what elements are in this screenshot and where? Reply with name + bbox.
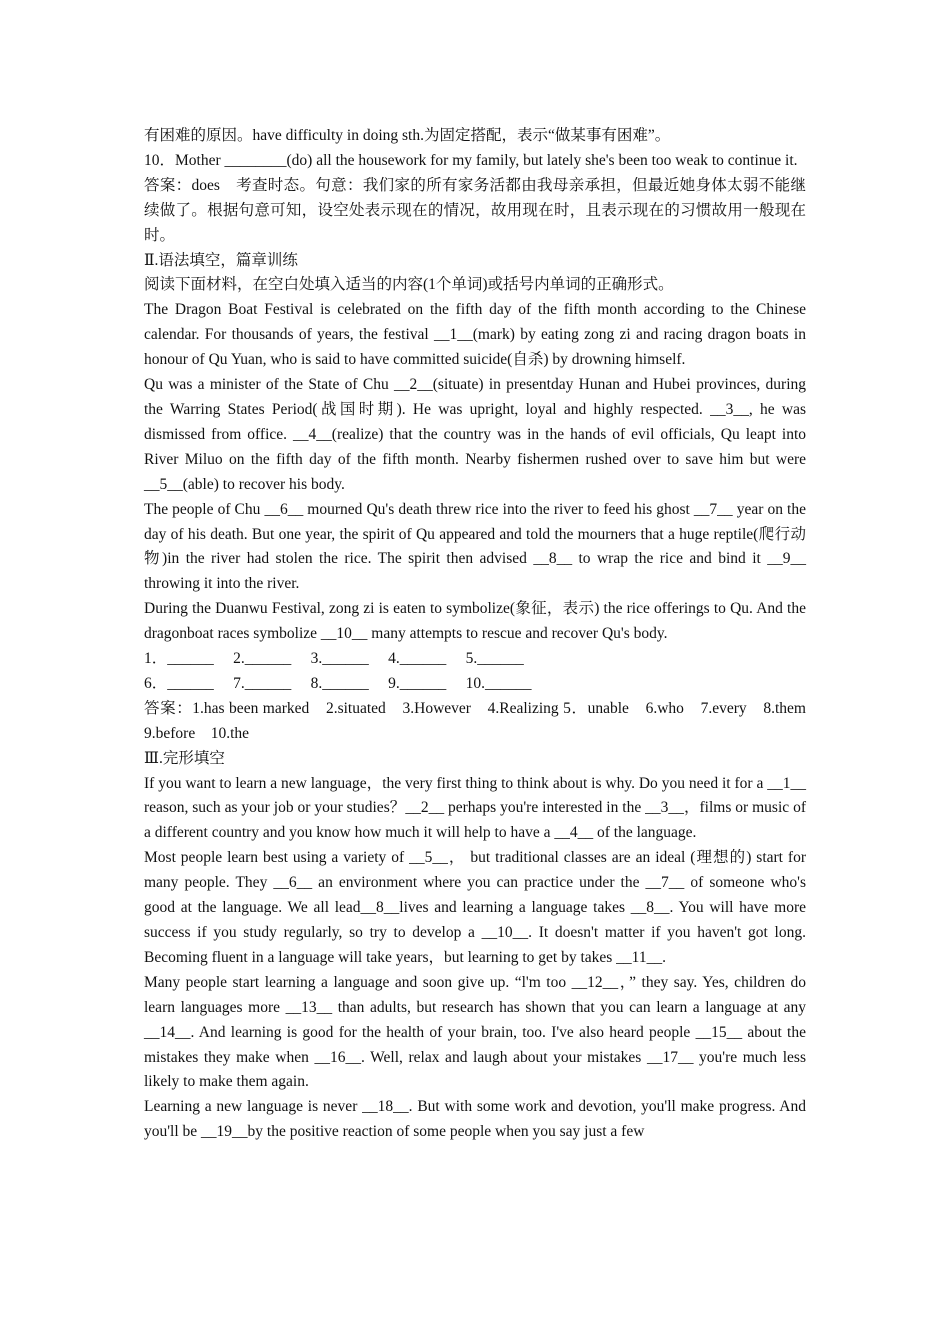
answer-blanks-row-2: 6．______ 7.______ 8.______ 9.______ 10.______ <box>144 674 532 692</box>
answer-key: 答案：1.has been marked 2.situated 3.However 4.Realizing 5．unable 6.who 7.every 8.them 9.before 10.the <box>144 699 822 742</box>
cloze-paragraph-4: Learning a new language is never __18__. But with some work and devotion, you'll make progress. And you'll be __19__by the positive reaction of some people when you say just a few <box>144 1098 806 1141</box>
explanation-tail: 有困难的原因。have difficulty in doing sth.为固定搭配，表示“做某事有困难”。 <box>144 127 671 144</box>
section-three-title: Ⅲ.完形填空 <box>144 749 225 767</box>
document-page <box>144 124 822 1145</box>
cloze-paragraph-2: Most people learn best using a variety of __5__， but traditional classes are an ideal (理想的) start for many people. They __6__ an environment where you can practice under the __7__ of someone who's good at the language. We all lead__8__lives and learning a language takes __8__. You will have more success if you study regularly, so try to develop a __10__. It doesn't matter if you haven't got long. Becoming fluent in a language will take years，but learning to get by takes __11__. <box>144 849 806 966</box>
answer-10: 答案：does 考查时态。句意：我们家的所有家务活都由我母亲承担，但最近她身体太弱不能继续做了。根据句意可知，设空处表示现在的情况，故用现在时，且表示现在的习惯故用一般现在时。 <box>144 176 806 244</box>
passage-paragraph-1: The Dragon Boat Festival is celebrated on the fifth day of the fifth month according to the Chinese calendar. For thousands of years, the festival __1__(mark) by eating zong zi and racing dragon boats in honour of Qu Yuan, who is said to have committed suicide(自杀) by drowning himself. <box>144 301 806 369</box>
cloze-paragraph-3: Many people start learning a language and soon give up. “l'm too __12__，” they say. Yes, children do learn languages more __13__ than adults, but research has shown that you can learn a language at any __14__. And learning is good for the health of your brain, too. I've also heard people __15__ about the mistakes they make when __16__. Well, relax and laugh about your mistakes __17__ you're much less likely to make them again. <box>144 973 806 1091</box>
section-two-instructions: 阅读下面材料，在空白处填入适当的内容(1个单词)或括号内单词的正确形式。 <box>144 276 674 294</box>
passage-paragraph-4: During the Duanwu Festival, zong zi is eaten to symbolize(象征，表示) the rice offerings to Qu. And the dragonboat races symbolize __10__ many attempts to rescue and recover Qu's body. <box>144 600 806 643</box>
answer-blanks-row-1: 1．______ 2.______ 3.______ 4.______ 5.______ <box>144 650 524 668</box>
cloze-paragraph-1: If you want to learn a new language，the very first thing to think about is why. Do you need it for a __1__ reason, such as your job or your studies？__2__ perhaps you're interested in the __3__，films or music of a different country and you know how much it will help to have a __4__ of the language. <box>144 774 806 842</box>
section-two-title: Ⅱ.语法填空，篇章训练 <box>144 251 298 269</box>
passage-paragraph-3: The people of Chu __6__ mourned Qu's death threw rice into the river to feed his ghost __7__ year on the day of his death. But one year, the spirit of Qu appeared and told the mourners that a huge reptile(爬行动物)in the river had stolen the rice. The spirit then advised __8__ to wrap the rice and bind it __9__ throwing it into the river. <box>144 500 806 593</box>
question-10: 10．Mother ________(do) all the housework for my family, but lately she's been too weak to continue it. <box>144 151 798 169</box>
passage-paragraph-2: Qu was a minister of the State of Chu __2__(situate) in presentday Hunan and Hubei provinces, during the Warring States Period(战国时期). He was upright, loyal and highly respected. __3__, he was dismissed from office. __4__(realize) that the country was in the hands of evil officials, Qu leapt into River Miluo on the fifth day of the fifth month. Nearby fishermen rushed over to save him but were __5__(able) to recover his body. <box>144 376 806 493</box>
